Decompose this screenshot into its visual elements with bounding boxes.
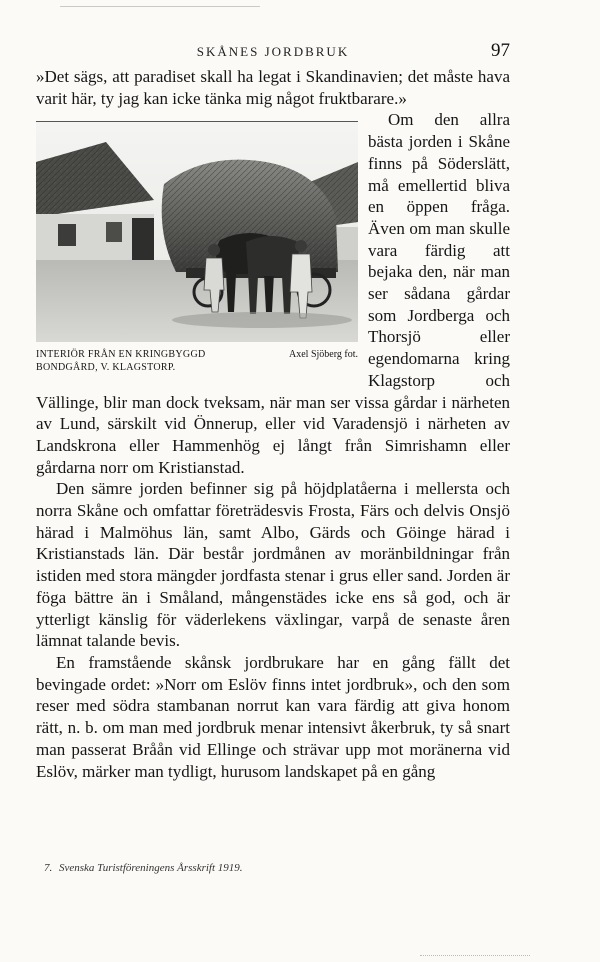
footnote-number: 7. (44, 862, 53, 874)
photo-credit: Axel Sjöberg fot. (289, 349, 358, 361)
body-text (36, 66, 510, 782)
figure-caption (36, 348, 358, 374)
running-title: SKÅNES JORDBRUK (196, 44, 350, 59)
footnote (44, 862, 247, 874)
page-number: 97 (491, 40, 510, 61)
scan-specks (420, 955, 530, 958)
figure (36, 121, 358, 374)
photo-farmyard (36, 121, 358, 342)
top-rule (60, 6, 260, 7)
paragraph-quote: »Det sägs, att paradiset skall ha legat i Skandinavien; det måste hava varit här, ty jag kan icke tänka mig något fruktbarare.» (36, 67, 510, 108)
paragraph-eslov: En framstående skånsk jordbrukare har en gång fällt det bevingade ordet: »Norr om Eslöv finns intet jordbruk», och den som reser med södra stambanan norrut kan vara färdig att giva honom rätt, n. b. om man med jordbruk menar intensivt åkerbruk, ty så snart man passerat Bråån vid Ellinge och strävar upp mot moränerna vid Eslöv, märker man tydligt, hurusom landskapet på en gång (36, 652, 510, 781)
caption-line-2: BONDGÅRD, V. KLAGSTORP. (36, 362, 176, 374)
caption-line-1: INTERIÖR FRÅN EN KRINGBYGGD (36, 349, 206, 361)
footnote-text: Svenska Turistföreningens Årsskrift 1919. (59, 862, 243, 874)
paragraph-soderslatt: Om den allra bästa jorden i Skåne finns på Söderslätt, må emellertid bliva en öppen fråga. Även om man skulle vara färdig att bejaka den, när man ser sådana gårdar som Jordberga och Thorsjö eller egendomarna kring Klagstorp och Vällinge, blir man dock tveksam, när man ser vissa gårdar i närheten av Lund, särskilt vid Önnerup, eller vid Varadensjö i närheten av Landskrona eller Hammenhög ej långt från Simrishamn eller gårdarna norr om Kristianstad. (36, 110, 510, 477)
page-header (36, 40, 510, 66)
farmyard-photo-illustration (36, 122, 358, 342)
paragraph-poor-soil: Den sämre jorden befinner sig på höjdplatåerna i mellersta och norra Skåne och omfattar företrädesvis Frosta, Färs och delvis Onsjö härad i Malmöhus län, samt Albo, Gärds och Göinge härad i Kristianstads län. Där består jordmånen av moränbildningar från istiden med stora mängder jordfasta stenar i grus eller sand. Jorden är föga bättre än i Småland, mångenstädes icke ens så god, och är ytterligt känslig för väderlekens växlingar, varpå de senaste åren lämnat talande bevis. (36, 479, 510, 651)
